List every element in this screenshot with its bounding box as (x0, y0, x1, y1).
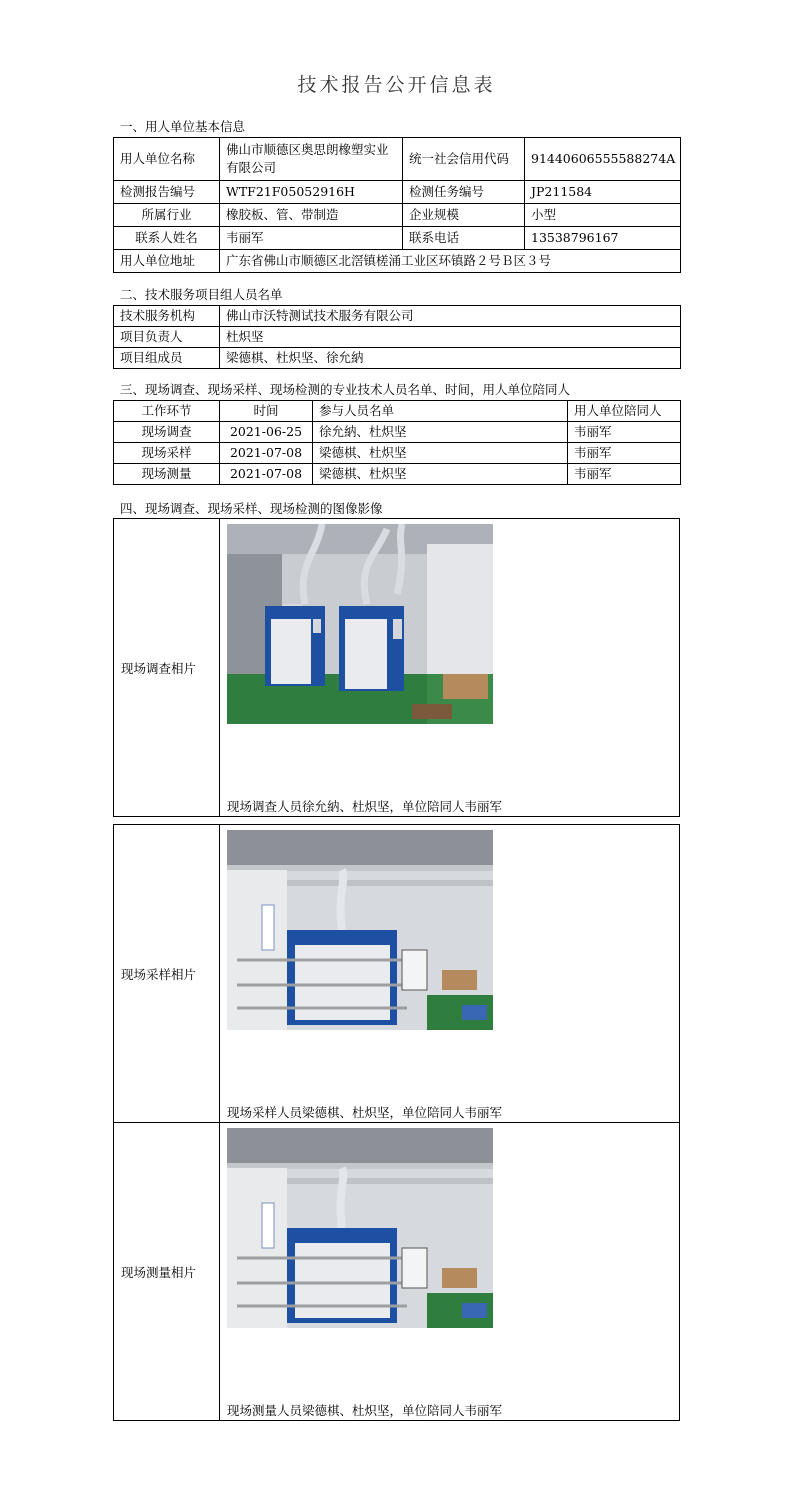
label-service-org: 技术服务机构 (114, 306, 220, 327)
section-4-heading: 四、现场调查、现场采样、现场检测的图像影像 (120, 501, 383, 516)
table-row (114, 204, 681, 227)
escort: 韦丽军 (568, 464, 681, 485)
stage: 现场采样 (114, 443, 220, 464)
header-people: 参与人员名单 (313, 401, 568, 422)
table-row (114, 138, 681, 181)
photo-caption: 现场测量人员梁德棋、杜炽坚，单位陪同人韦丽军 (227, 1403, 503, 1418)
project-lead: 杜炽坚 (220, 327, 681, 348)
label-team-members: 项目组成员 (114, 348, 220, 369)
section-1-heading: 一、用人单位基本信息 (120, 119, 246, 134)
industry: 橡胶板、管、带制造 (220, 204, 403, 227)
scale: 小型 (525, 204, 681, 227)
photo-caption: 现场调查人员徐允納、杜炽坚，单位陪同人韦丽军 (227, 799, 503, 814)
credit-code: 91440606555588274A (525, 138, 681, 181)
people: 梁德棋、杜炽坚 (313, 464, 568, 485)
photo-block-survey (113, 518, 680, 817)
table-row (114, 327, 681, 348)
label-industry: 所属行业 (114, 204, 220, 227)
employer-name: 佛山市顺德区奥思朗橡塑实业有限公司 (220, 138, 403, 181)
stage: 现场调查 (114, 422, 220, 443)
service-org: 佛山市沃特测试技术服务有限公司 (220, 306, 681, 327)
report-number: WTF21F05052916H (220, 181, 403, 204)
stage: 现场测量 (114, 464, 220, 485)
label-project-lead: 项目负责人 (114, 327, 220, 348)
phone: 13538796167 (525, 227, 681, 250)
photo-label: 现场测量相片 (114, 1123, 220, 1420)
table-row (114, 422, 681, 443)
table-row (114, 227, 681, 250)
sampling-photo (227, 830, 493, 1030)
label-address: 用人单位地址 (114, 250, 220, 273)
table-row (114, 181, 681, 204)
page-title: 技术报告公开信息表 (297, 74, 496, 96)
label-employer-name: 用人单位名称 (114, 138, 220, 181)
address: 广东省佛山市顺德区北滘镇槎涌工业区环镇路２号Ｂ区３号 (220, 250, 681, 273)
label-scale: 企业规模 (403, 204, 525, 227)
label-contact-name: 联系人姓名 (114, 227, 220, 250)
employer-info-table (113, 137, 681, 273)
project-team-table (113, 305, 681, 369)
header-escort: 用人单位陪同人 (568, 401, 681, 422)
escort: 韦丽军 (568, 422, 681, 443)
escort: 韦丽军 (568, 443, 681, 464)
table-row (114, 250, 681, 273)
photo-label: 现场采样相片 (114, 825, 220, 1122)
photo-label: 现场调查相片 (114, 519, 220, 816)
table-row (114, 306, 681, 327)
label-phone: 联系电话 (403, 227, 525, 250)
table-row (114, 348, 681, 369)
header-date: 时间 (220, 401, 313, 422)
contact-name: 韦丽军 (220, 227, 403, 250)
table-row (114, 464, 681, 485)
site-work-table (113, 400, 681, 485)
task-number: JP211584 (525, 181, 681, 204)
photo-caption: 现场采样人员梁德棋、杜炽坚，单位陪同人韦丽军 (227, 1105, 503, 1120)
photo-block-measurement (113, 1122, 680, 1421)
label-credit-code: 统一社会信用代码 (403, 138, 525, 181)
table-header-row (114, 401, 681, 422)
photo-block-sampling (113, 824, 680, 1123)
header-stage: 工作环节 (114, 401, 220, 422)
people: 梁德棋、杜炽坚 (313, 443, 568, 464)
team-members: 梁德棋、杜炽坚、徐允納 (220, 348, 681, 369)
date: 2021-07-08 (220, 464, 313, 485)
label-task-number: 检测任务编号 (403, 181, 525, 204)
date: 2021-07-08 (220, 443, 313, 464)
people: 徐允納、杜炽坚 (313, 422, 568, 443)
date: 2021-06-25 (220, 422, 313, 443)
section-2-heading: 二、技术服务项目组人员名单 (120, 287, 283, 302)
section-3-heading: 三、现场调查、现场采样、现场检测的专业技术人员名单、时间，用人单位陪同人 (120, 382, 571, 397)
survey-photo (227, 524, 493, 724)
label-report-number: 检测报告编号 (114, 181, 220, 204)
table-row (114, 443, 681, 464)
measurement-photo (227, 1128, 493, 1328)
